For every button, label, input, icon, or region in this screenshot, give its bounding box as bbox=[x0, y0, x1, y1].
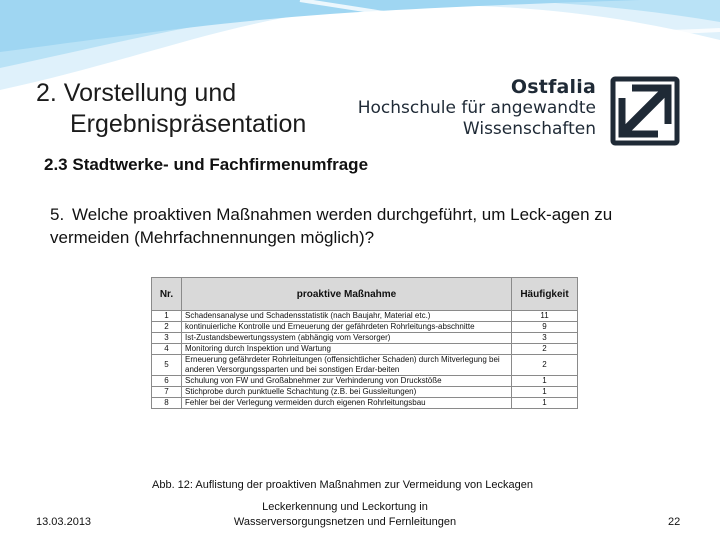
footer-title bbox=[200, 500, 490, 530]
row-measure: Fehler bei der Verlegung vermeiden durch eigenen Rohrleitungsbau bbox=[182, 398, 512, 409]
header-count: Häufigkeit bbox=[512, 278, 578, 311]
figure-caption: Abb. 12: Auflistung der proaktiven Maßnahmen zur Vermeidung von Leckagen bbox=[152, 479, 533, 491]
row-nr: 2 bbox=[152, 322, 182, 333]
logo-line2: Hochschule für angewandte bbox=[357, 98, 596, 118]
table-row bbox=[152, 398, 578, 409]
table-header-row bbox=[152, 278, 578, 311]
row-measure: Ist-Zustandsbewertungssystem (abhängig vom Versorger) bbox=[182, 333, 512, 344]
row-count: 3 bbox=[512, 333, 578, 344]
row-count: 1 bbox=[512, 398, 578, 409]
question bbox=[50, 203, 670, 249]
row-count: 1 bbox=[512, 387, 578, 398]
header-measure: proaktive Maßnahme bbox=[182, 278, 512, 311]
table-row bbox=[152, 376, 578, 387]
logo-brand: Ostfalia bbox=[510, 76, 596, 98]
university-logo-text bbox=[358, 76, 596, 140]
row-nr: 6 bbox=[152, 376, 182, 387]
table-row bbox=[152, 387, 578, 398]
footer-title-line1: Leckerkennung und Leckortung in bbox=[262, 501, 428, 513]
measures-table bbox=[151, 277, 578, 409]
row-count: 9 bbox=[512, 322, 578, 333]
table-row bbox=[152, 333, 578, 344]
footer-date: 13.03.2013 bbox=[36, 516, 92, 528]
question-number: 5. bbox=[50, 205, 65, 224]
row-nr: 4 bbox=[152, 344, 182, 355]
slide-title-line1: 2. Vorstellung und bbox=[36, 79, 237, 107]
table-row bbox=[152, 322, 578, 333]
section-heading: 2.3 Stadtwerke- und Fachfirmenumfrage bbox=[44, 155, 369, 174]
row-measure: Schadensanalyse und Schadensstatistik (nach Baujahr, Material etc.) bbox=[182, 311, 512, 322]
row-count: 11 bbox=[512, 311, 578, 322]
row-measure: Monitoring durch Inspektion und Wartung bbox=[182, 344, 512, 355]
logo-line3: Wissenschaften bbox=[462, 119, 596, 139]
row-nr: 8 bbox=[152, 398, 182, 409]
slide-title-line2: Ergebnispräsentation bbox=[70, 110, 307, 138]
row-nr: 3 bbox=[152, 333, 182, 344]
row-nr: 1 bbox=[152, 311, 182, 322]
row-count: 2 bbox=[512, 344, 578, 355]
row-measure: Stichprobe durch punktuelle Schachtung (z.B. bei Gussleitungen) bbox=[182, 387, 512, 398]
question-text: Welche proaktiven Maßnahmen werden durchgeführt, um Leck-agen zu vermeiden (Mehrfachnennungen möglich)? bbox=[50, 205, 613, 247]
slide-title bbox=[36, 78, 306, 140]
header-nr: Nr. bbox=[152, 278, 182, 311]
table-row bbox=[152, 311, 578, 322]
table-row bbox=[152, 355, 578, 376]
footer-title-line2: Wasserversorgungsnetzen und Fernleitungen bbox=[233, 516, 457, 528]
ostfalia-logo-icon bbox=[610, 76, 680, 146]
row-measure: Schulung von FW und Großabnehmer zur Verhinderung von Druckstöße bbox=[182, 376, 512, 387]
page-number: 22 bbox=[668, 516, 681, 528]
row-measure: Erneuerung gefährdeter Rohrleitungen (offensichtlicher Schaden) durch Mitverlegung bei anderen Versorgungssparten und bei sonstigen Erdar-beiten bbox=[182, 355, 512, 376]
row-nr: 7 bbox=[152, 387, 182, 398]
table-row bbox=[152, 344, 578, 355]
row-nr: 5 bbox=[152, 355, 182, 376]
row-count: 1 bbox=[512, 376, 578, 387]
row-measure: kontinuierliche Kontrolle und Erneuerung der gefährdeten Rohrleitungs-abschnitte bbox=[182, 322, 512, 333]
row-count: 2 bbox=[512, 355, 578, 376]
